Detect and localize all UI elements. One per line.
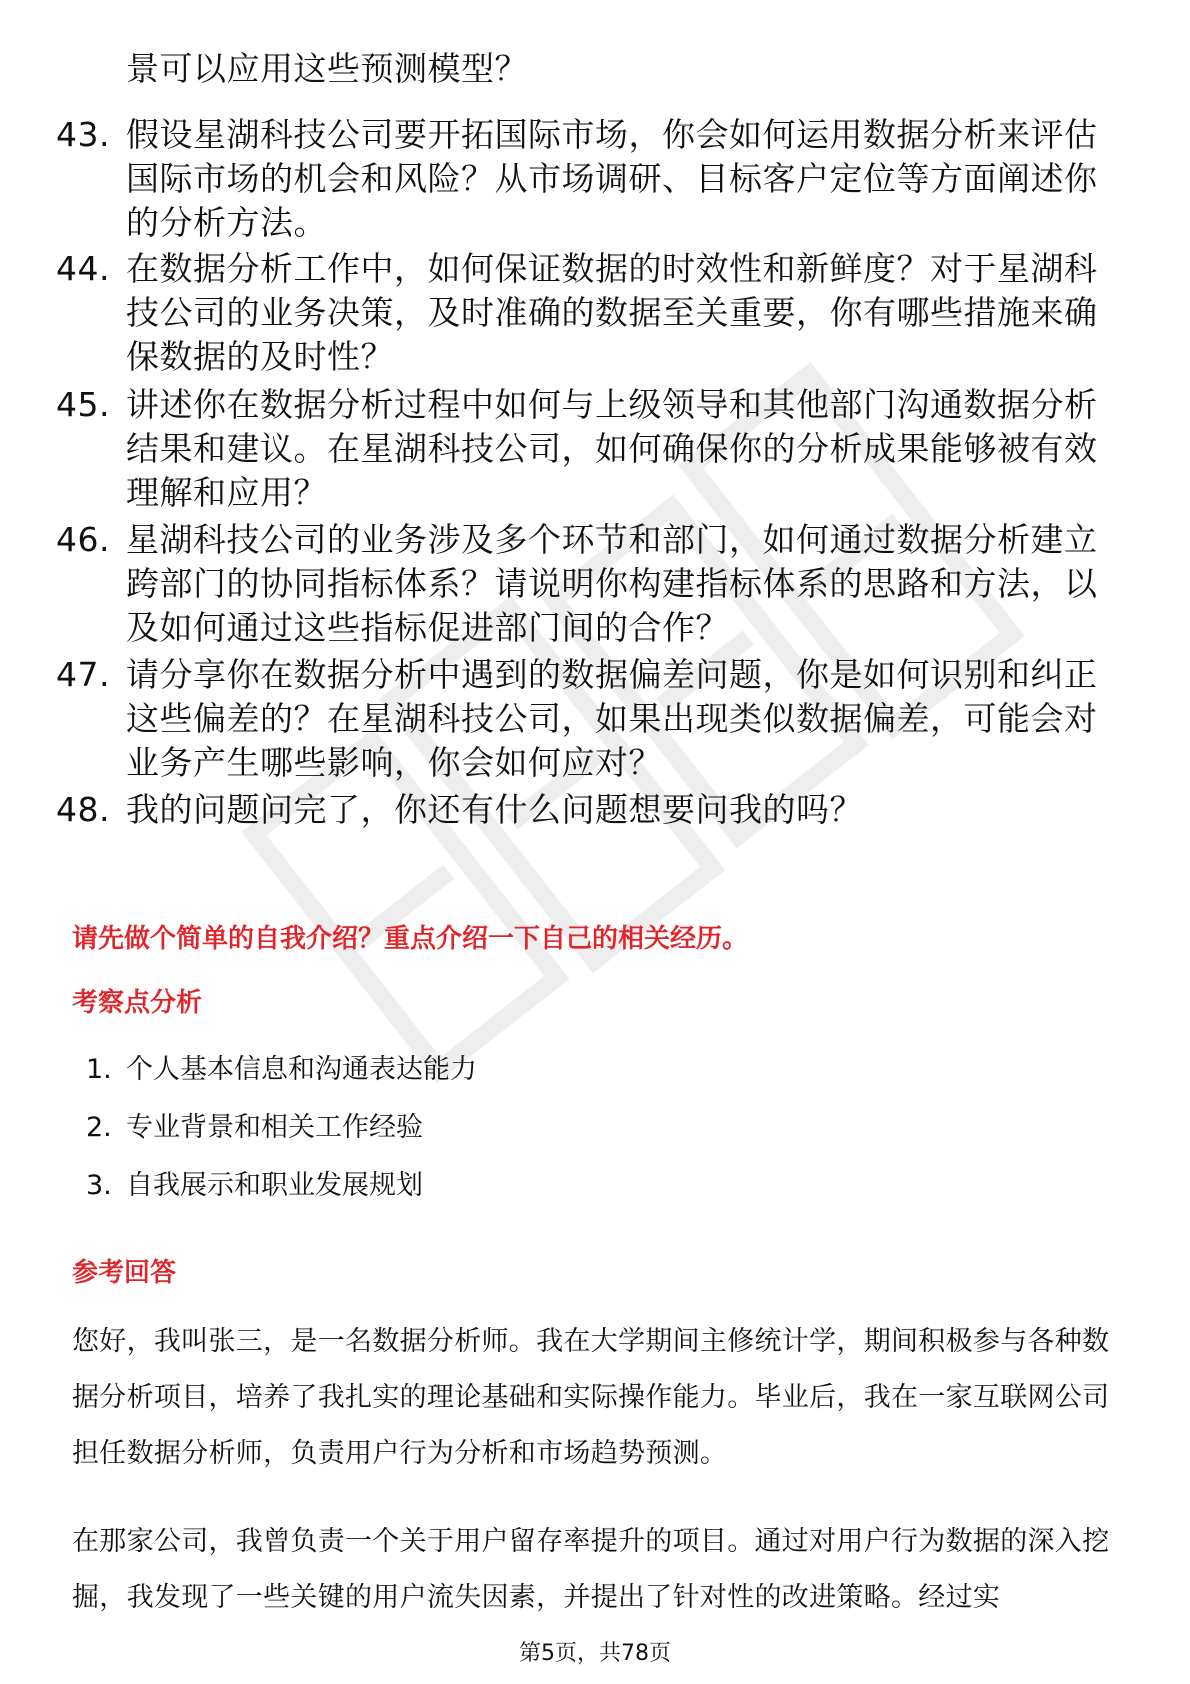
question-item [56, 518, 1116, 650]
answer-paragraph: 在那家公司，我曾负责一个关于用户留存率提升的项目。通过对用户行为数据的深入挖掘，我发现了一些关键的用户流失因素，并提出了针对性的改进策略。经过实 [72, 1526, 1110, 1613]
question-number: 46. [56, 520, 110, 559]
analysis-point [86, 1052, 477, 1088]
question-number: 47. [56, 655, 110, 694]
question-number: 43. [56, 115, 110, 154]
analysis-point [86, 1168, 423, 1204]
point-text: 专业背景和相关工作经验 [126, 1112, 423, 1143]
question-text: 假设星湖科技公司要开拓国际市场，你会如何运用数据分析来评估国际市场的机会和风险？从市场调研、目标客户定位等方面阐述你的分析方法。 [126, 115, 1098, 242]
page-number-footer: 第5页，共78页 [519, 1641, 671, 1666]
question-number: 45. [56, 385, 110, 424]
question-item [56, 113, 1116, 245]
point-number: 2. [86, 1112, 112, 1143]
question-number: 48. [56, 790, 110, 829]
point-text: 个人基本信息和沟通表达能力 [126, 1054, 477, 1085]
question-item [56, 653, 1116, 785]
question-text: 讲述你在数据分析过程中如何与上级领导和其他部门沟通数据分析结果和建议。在星湖科技公司，如何确保你的分析成果能够被有效理解和应用？ [126, 385, 1098, 512]
point-text: 自我展示和职业发展规划 [126, 1170, 423, 1201]
point-number: 1. [86, 1054, 112, 1085]
analysis-point [86, 1110, 423, 1146]
question-text: 请分享你在数据分析中遇到的数据偏差问题，你是如何识别和纠正这些偏差的？在星湖科技公司，如果出现类似数据偏差，可能会对业务产生哪些影响，你会如何应对？ [126, 655, 1098, 782]
question-text: 我的问题问完了，你还有什么问题想要问我的吗？ [126, 790, 863, 829]
point-number: 3. [86, 1170, 112, 1201]
question-item [56, 247, 1116, 379]
answer-paragraph: 您好，我叫张三，是一名数据分析师。我在大学期间主修统计学，期间积极参与各种数据分析项目，培养了我扎实的理论基础和实际操作能力。毕业后，我在一家互联网公司担任数据分析师，负责用户行为分析和市场趋势预测。 [72, 1326, 1110, 1469]
question-text: 在数据分析工作中，如何保证数据的时效性和新鲜度？对于星湖科技公司的业务决策，及时准确的数据至关重要，你有哪些措施来确保数据的及时性？ [126, 249, 1098, 376]
question-number: 44. [56, 249, 110, 288]
analysis-section-label: 考察点分析 [72, 988, 203, 1018]
question-continuation: 景可以应用这些预测模型？ [126, 49, 528, 88]
highlighted-question-title: 请先做个简单的自我介绍？重点介绍一下自己的相关经历。 [72, 924, 749, 954]
question-text: 星湖科技公司的业务涉及多个环节和部门，如何通过数据分析建立跨部门的协同指标体系？请说明你构建指标体系的思路和方法，以及如何通过这些指标促进部门间的合作？ [126, 520, 1098, 647]
question-item [56, 788, 1116, 832]
question-item [56, 383, 1116, 515]
answer-section-label: 参考回答 [72, 1258, 177, 1288]
